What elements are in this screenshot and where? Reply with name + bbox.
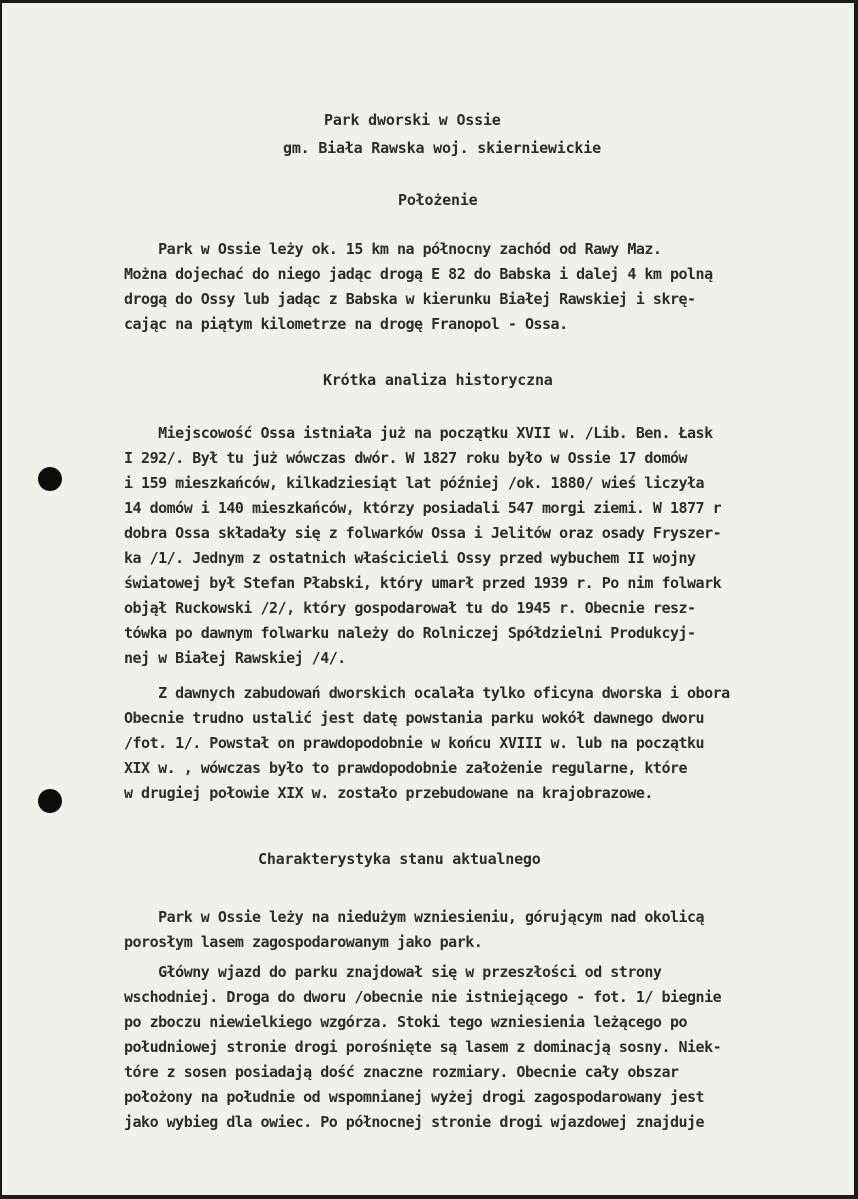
punch-hole [38, 467, 62, 491]
text-line: światowej był Stefan Płabski, który umarł przed 1939 r. Po nim folwark [124, 574, 722, 592]
text-line: tówka po dawnym folwarku należy do Rolniczej Spółdzielni Produkcyj- [124, 624, 696, 642]
text-line: położony na południe od wspomnianej wyżej drogi zagospodarowany jest [124, 1088, 705, 1106]
text-line: ka /1/. Jednym z ostatnich właścicieli Ossy przed wybuchem II wojny [124, 549, 696, 567]
text-line: i 159 mieszkańców, kilkadziesiąt lat później /ok. 1880/ wieś liczyła [124, 474, 705, 492]
text-line: 14 domów i 140 mieszkańców, którzy posiadali 547 morgi ziemi. W 1877 r [124, 499, 722, 517]
section-heading: Położenie [398, 191, 478, 209]
text-line: objął Ruckowski /2/, który gospodarował tu do 1945 r. Obecnie resz- [124, 599, 696, 617]
text-line: wschodniej. Droga do dworu /obecnie nie istniejącego - fot. 1/ biegnie [124, 988, 722, 1006]
text-line: Park w Ossie leży ok. 15 km na północny zachód od Rawy Maz. [124, 240, 662, 258]
text-line: Można dojechać do niego jadąc drogą E 82 do Babska i dalej 4 km polną [124, 265, 713, 283]
text-line: Miejscowość Ossa istniała już na początku XVII w. /Lib. Ben. Łask [124, 424, 713, 442]
text-line: dobra Ossa składały się z folwarków Ossa i Jelitów oraz osady Fryszer- [124, 524, 722, 542]
text-line: Obecnie trudno ustalić jest datę powstania parku wokół dawnego dworu [124, 709, 705, 727]
text-line: południowej stronie drogi porośnięte są lasem z dominacją sosny. Niek- [124, 1038, 722, 1056]
text-line: po zboczu niewielkiego wzgórza. Stoki tego wzniesienia leżącego po [124, 1013, 688, 1031]
document-page [2, 3, 854, 1195]
text-line: Główny wjazd do parku znajdował się w przeszłości od strony [124, 963, 662, 981]
text-line: jako wybieg dla owiec. Po północnej stronie drogi wjazdowej znajduje [124, 1113, 705, 1131]
text-line: /fot. 1/. Powstał on prawdopodobnie w końcu XVIII w. lub na początku [124, 734, 705, 752]
document-subtitle: gm. Biała Rawska woj. skierniewickie [283, 139, 601, 157]
text-line: Z dawnych zabudowań dworskich ocalała tylko oficyna dworska i obora [124, 684, 730, 702]
text-line: w drugiej połowie XIX w. zostało przebudowane na krajobrazowe. [124, 784, 653, 802]
text-line: tóre z sosen posiadają dość znaczne rozmiary. Obecnie cały obszar [124, 1063, 679, 1081]
document-title: Park dworski w Ossie [324, 111, 501, 129]
text-line: porosłym lasem zagospodarowanym jako park. [124, 933, 483, 951]
punch-hole [38, 789, 62, 813]
text-line: cając na piątym kilometrze na drogę Franopol - Ossa. [124, 315, 568, 333]
section-heading: Charakterystyka stanu aktualnego [258, 850, 541, 868]
section-heading: Krótka analiza historyczna [323, 371, 553, 389]
text-line: drogą do Ossy lub jadąc z Babska w kierunku Białej Rawskiej i skrę- [124, 290, 696, 308]
text-line: XIX w. , wówczas było to prawdopodobnie założenie regularne, które [124, 759, 688, 777]
text-line: nej w Białej Rawskiej /4/. [124, 649, 346, 667]
text-line: I 292/. Był tu już wówczas dwór. W 1827 roku było w Ossie 17 domów [124, 449, 688, 467]
text-line: Park w Ossie leży na niedużym wzniesieniu, górującym nad okolicą [124, 908, 705, 926]
